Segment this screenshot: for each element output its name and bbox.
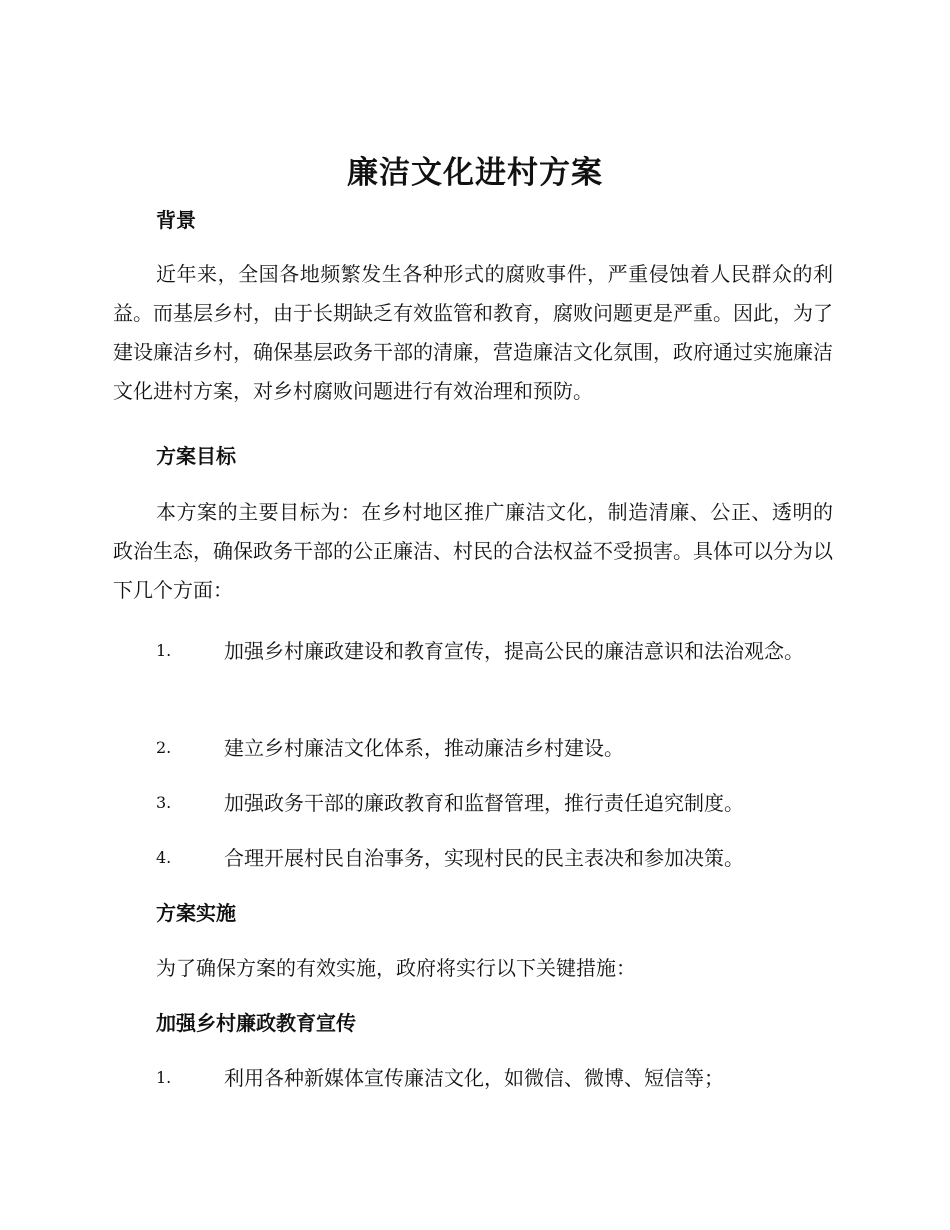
section-heading-background: 背景 [156,208,196,232]
list-item [113,782,833,824]
list-item-number: 1. [156,1068,172,1087]
list-item-text: 合理开展村民自治事务，实现村民的民主表决和参加决策。 [224,846,744,870]
document-title: 廉洁文化进村方案 [347,155,603,191]
list-item-text: 建立乡村廉洁文化体系，推动廉洁乡村建设。 [224,736,624,760]
section-heading-implementation: 方案实施 [156,901,236,925]
list-item-number: 2. [156,738,172,757]
list-item [113,727,833,769]
list-item-text: 加强政务干部的廉政教育和监督管理，推行责任追究制度。 [224,791,744,815]
list-item-text: 加强乡村廉政建设和教育宣传，提高公民的廉洁意识和法治观念。 [224,639,804,663]
list-item-number: 4. [156,848,172,867]
list-item [113,837,833,879]
implementation-intro: 为了确保方案的有效实施，政府将实行以下关键措施： [156,956,636,980]
list-item-text: 利用各种新媒体宣传廉洁文化，如微信、微博、短信等； [224,1066,724,1090]
list-item [113,630,833,672]
subsection-heading-education: 加强乡村廉政教育宣传 [156,1011,356,1035]
list-item [113,1057,833,1099]
list-item-number: 3. [156,793,172,812]
section-heading-goals: 方案目标 [156,444,236,468]
background-paragraph: 近年来，全国各地频繁发生各种形式的腐败事件，严重侵蚀着人民群众的利益。而基层乡村，由于长期缺乏有效监管和教育，腐败问题更是严重。因此，为了建设廉洁乡村，确保基层政务干部的清廉，营造廉洁文化氛围，政府通过实施廉洁文化进村方案，对乡村腐败问题进行有效治理和预防。 [113,262,833,403]
goals-paragraph: 本方案的主要目标为：在乡村地区推广廉洁文化，制造清廉、公正、透明的政治生态，确保政务干部的公正廉洁、村民的合法权益不受损害。具体可以分为以下几个方面： [113,500,833,602]
list-item-number: 1. [156,641,172,660]
